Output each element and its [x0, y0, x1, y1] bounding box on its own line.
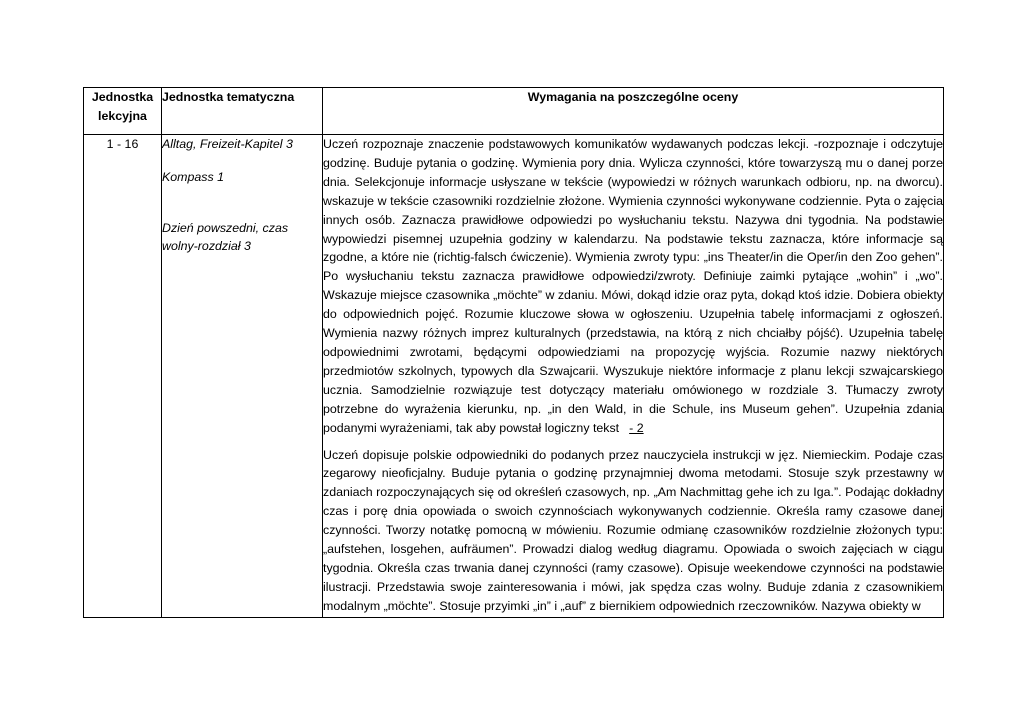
requirements-table	[83, 87, 944, 618]
topic-spacer	[162, 153, 322, 168]
table-row	[84, 135, 944, 618]
topic-spacer	[162, 186, 322, 219]
requirements-paragraph-next: Uczeń dopisuje polskie odpowiedniki do podanych przez nauczyciela instrukcji w jęz. Niemieckim. Podaje czas zegarowy nieoficjalny. Buduje pytania o godzinę przynajmniej dwoma metodami. Stosuje szyk przestawny w zdaniach rozpoczynających się od określeń czasowych, np. „Am Nachmittag gehe ich zu Iga.”. Podając dokładny czas i porę dnia opowiada o swoich czynnościach wykonywanych codziennie. Określa ramy czasowe danej czynności. Tworzy notatkę pomocną w mówieniu. Rozumie odmianę czasowników rozdzielnie złożonych typu: „aufstehen, losgehen, aufräumen”. Prowadzi dialog według diagramu. Opowiada o swoich zajęciach w ciągu tygodnia. Określa czas trwania danej czynności (ramy czasowe). Opisuje weekendowe czynności na podstawie ilustracji. Przedstawia swoje zainteresowania i mówi, jak spędza czas wolny. Buduje zdania z czasownikiem modalnym „möchte”. Stosuje przyimki „in” i „auf” z biernikiem odpowiednich rzeczowników. Nazywa obiekty w	[323, 447, 943, 613]
lesson-range: 1 - 16	[84, 135, 162, 618]
topic-cell	[162, 135, 323, 618]
header-lesson-unit: Jednostka lekcyjna	[84, 88, 162, 135]
header-requirements: Wymagania na poszczególne oceny	[323, 88, 944, 135]
topic-line-chapter: Alltag, Freizeit-Kapitel 3	[162, 137, 293, 151]
requirements-content	[323, 135, 943, 613]
table-header-row	[84, 88, 944, 135]
requirements-cell	[323, 135, 944, 618]
header-topic-unit: Jednostka tematyczna	[162, 88, 323, 135]
grade-reference: - 2	[629, 420, 644, 435]
requirements-paragraph-grade-2	[323, 135, 943, 438]
topic-line-textbook: Kompass 1	[162, 170, 224, 184]
requirements-text-grade-2: Uczeń rozpoznaje znaczenie podstawowych komunikatów wydawanych podczas lekcji. -rozpoznaje i odczytuje godzinę. Buduje pytania o godzinę. Wymienia pory dnia. Wylicza czynności, które towarzyszą mu o danej porze dnia. Selekcjonuje informacje usłyszane w tekście (wypowiedzi w różnych warunkach odbioru, np. na dworcu). wskazuje w tekście czasowniki rozdzielnie złożone. Wymienia czynności wykonywane codziennie. Pyta o zajęcia innych osób. Zaznacza prawidłowe odpowiedzi po wysłuchaniu tekstu. Nazywa dni tygodnia. Na podstawie wypowiedzi pisemnej uzupełnia godziny w kalendarzu. Na podstawie tekstu zaznacza, które informacje są zgodne, a które nie (richtig-falsch ćwiczenie). Wymienia zwroty typu: „ins Theater/in die Oper/in den Zoo gehen”. Po wysłuchaniu tekstu zaznacza prawidłowe odpowiedzi/zwroty. Definiuje zaimki pytające „wohin” i „wo”. Wskazuje miejsce czasownika „möchte” w zdaniu. Mówi, dokąd idzie oraz pyta, dokąd ktoś idzie. Dobiera obiekty do odpowiednich pojęć. Rozumie kluczowe słowa w ogłoszeniu. Uzupełnia tabelę informacjami z ogłoszeń. Wymienia nazwy różnych imprez kulturalnych (przedstawia, na którą z nich chciałby pójść). Uzupełnia tabelę odpowiednimi zwrotami, będącymi odpowiedziami na propozycję wyjścia. Rozumie nazwy niektórych przedmiotów szkolnych, typowych dla Szwajcarii. Wyszukuje niektóre informacje z planu lekcji szwajcarskiego ucznia. Samodzielnie rozwiązuje test dotyczący materiału omówionego w rozdziale 3. Tłumaczy zwroty potrzebne do wyrażenia kierunku, np. „in den Wald, in die Schule, ins Museum gehen”. Uzupełnia zdania podanymi wyrażeniami, tak aby powstał logiczny tekst	[323, 137, 943, 435]
topic-line-polish: Dzień powszedni, czas wolny-rozdział 3	[162, 221, 289, 253]
